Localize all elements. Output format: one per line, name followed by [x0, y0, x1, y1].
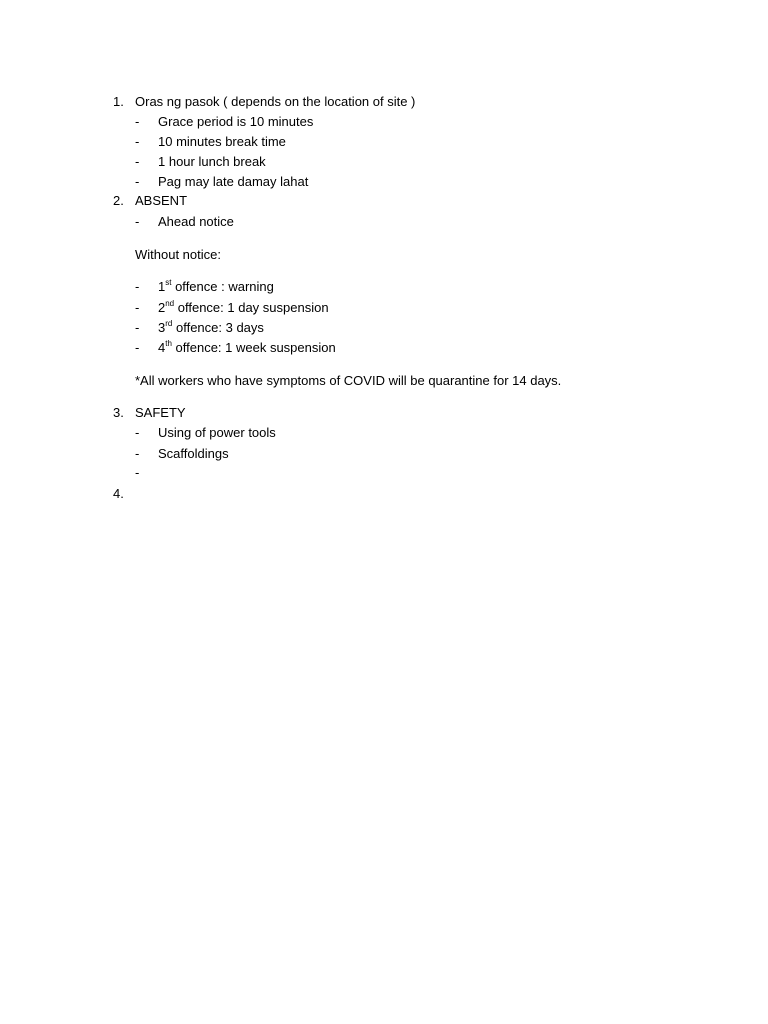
offence-suffix: nd	[165, 298, 175, 308]
bullet-dash: -	[135, 279, 140, 294]
list-item: Ahead notice	[158, 214, 234, 229]
list-item: 1 hour lunch break	[158, 154, 266, 169]
offence-text: offence: 1 day suspension	[174, 300, 329, 315]
section-1-title: Oras ng pasok ( depends on the location of site )	[135, 94, 416, 109]
list-item: Scaffoldings	[158, 446, 229, 461]
list-item: 10 minutes break time	[158, 134, 286, 149]
bullet-dash: -	[135, 134, 140, 149]
covid-note: *All workers who have symptoms of COVID will be quarantine for 14 days.	[135, 373, 562, 388]
section-1-number: 1.	[113, 94, 124, 109]
list-item: Pag may late damay lahat	[158, 174, 309, 189]
offence-suffix: rd	[165, 318, 173, 328]
offence-text: offence: 3 days	[172, 320, 264, 335]
offence-item	[158, 320, 264, 336]
section-2-title: ABSENT	[135, 193, 188, 208]
offence-ordinal: 2	[158, 300, 166, 315]
bullet-dash: -	[135, 154, 140, 169]
section-2-number: 2.	[113, 193, 124, 208]
section-3-title: SAFETY	[135, 405, 186, 420]
offence-ordinal: 4	[158, 340, 166, 355]
bullet-dash: -	[135, 446, 140, 461]
offence-item	[158, 340, 336, 356]
bullet-dash: -	[135, 114, 140, 129]
bullet-dash: -	[135, 174, 140, 189]
list-item: Grace period is 10 minutes	[158, 114, 314, 129]
bullet-dash: -	[135, 340, 140, 355]
bullet-dash: -	[135, 320, 140, 335]
offence-suffix: st	[165, 277, 172, 287]
section-3-number: 3.	[113, 405, 124, 420]
bullet-dash: -	[135, 300, 140, 315]
bullet-dash: -	[135, 214, 140, 229]
offence-ordinal: 3	[158, 320, 166, 335]
bullet-dash: -	[135, 465, 140, 480]
bullet-dash: -	[135, 425, 140, 440]
offence-item	[158, 300, 329, 316]
section-4-number: 4.	[113, 486, 124, 501]
offence-item	[158, 279, 274, 295]
offence-text: offence: 1 week suspension	[171, 340, 336, 355]
list-item: Using of power tools	[158, 425, 276, 440]
subheading-without-notice: Without notice:	[135, 247, 221, 262]
offence-text: offence : warning	[171, 279, 274, 294]
offence-suffix: th	[165, 338, 172, 348]
offence-ordinal: 1	[158, 279, 166, 294]
